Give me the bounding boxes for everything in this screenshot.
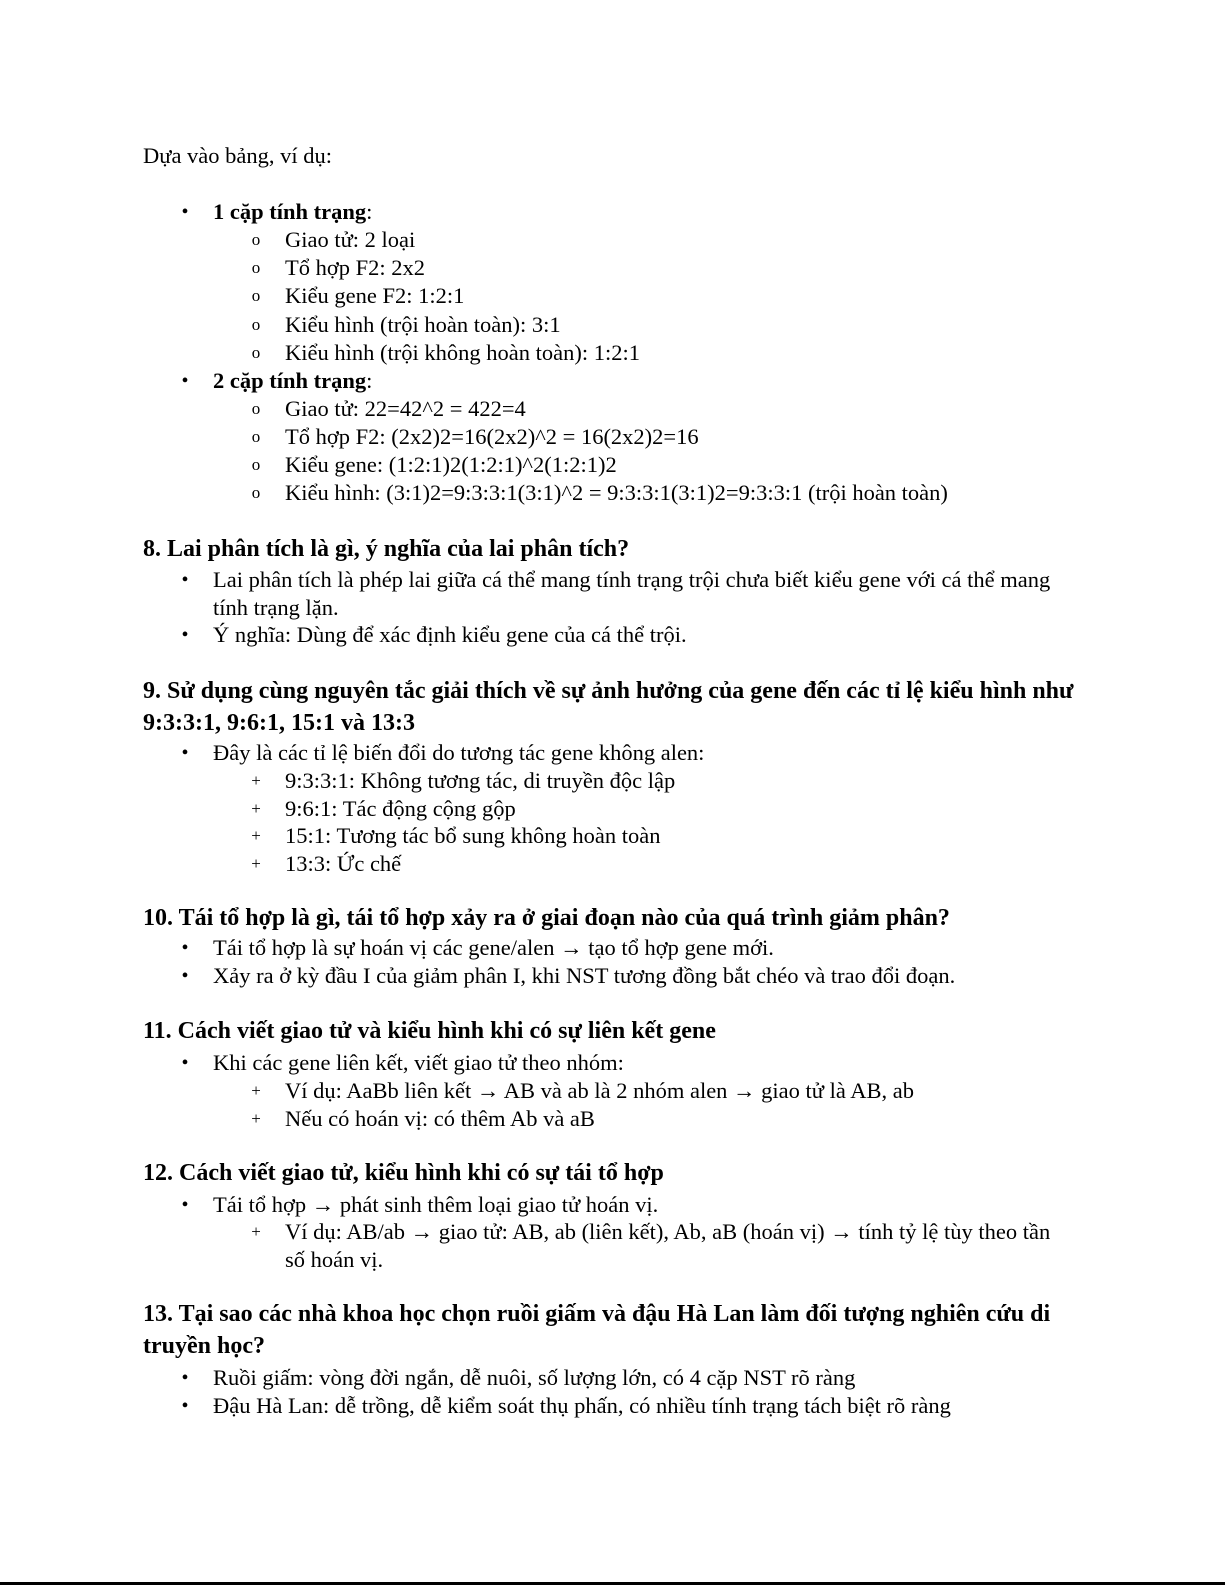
bullet-icon: • bbox=[181, 569, 189, 591]
circle-bullet-icon: o bbox=[251, 230, 261, 249]
plus-icon: + bbox=[251, 1081, 261, 1100]
plus-icon: + bbox=[251, 826, 261, 845]
circle-bullet-icon: o bbox=[251, 399, 261, 418]
section-heading: 11. Cách viết giao tử và kiểu hình khi có sự liên kết gene bbox=[143, 1018, 716, 1044]
document-page: Dựa vào bảng, ví dụ: • 1 cặp tính trạng: o Giao tử: 2 loại o Tổ hợp F2: 2x2 o Kiểu gene F2: 1:2:1 o Kiểu hình (trội hoàn toàn): 3:1 o Kiểu hình (trội không hoàn toàn): 1:2:1 • 2 cặp tính trạng: o Giao tử: 22=42^2 = 422=4 o Tổ hợp F2: (2x2)2=16(2x2)^2 = 16(2x2)2=16 o Kiểu gene: (1:2:1)2(1:2:1)^2(1:2:1)2 o Kiểu hình: (3:1)2=9:3:3:1(3:1)^2 = 9:3:3:1(3:1)2=9:3:3:1 (trội hoàn toàn) 8. Lai phân tích là gì, ý nghĩa của lai phân tích? • Lai phân tích là phép lai giữa cá thể mang tính trạng trội chưa biết kiểu gene với cá thể mang tính trạng lặn. • Ý nghĩa: Dùng để xác định kiểu gene của cá thể trội. 9. Sử dụng cùng nguyên tắc giải thích về sự ảnh hưởng của gene đến các tỉ lệ kiểu hình như 9:3:3:1, 9:6:1, 15:1 và 13:3 • Đây là các tỉ lệ biến đổi do tương tác gene không alen: + 9:3:3:1: Không tương tác, di truyền độc lập + 9:6:1: Tác động cộng gộp + 15:1: Tương tác bổ sung không hoàn toàn + 13:3: Ức chế 10. Tái tổ hợp là gì, tái tổ hợp xảy ra ở giai đoạn nào của quá trình giảm phân? • Tái tổ hợp là sự hoán vị các gene/alen → tạo tổ hợp gene mới. • Xảy ra ở kỳ đầu I của giảm phân I, khi NST tương đồng bắt chéo và trao đổi đoạn. 11. Cách viết giao tử và kiểu hình khi có sự liên kết gene • Khi các gene liên kết, viết giao tử theo nhóm: + Ví dụ: AaBb liên kết → AB và ab là 2 nhóm alen → giao tử là AB, ab + Nếu có hoán vị: có thêm Ab và aB 12. Cách viết giao tử, kiểu hình khi có sự tái tổ hợp • Tái tổ hợp → phát sinh thêm loại giao tử hoán vị. + Ví dụ: AB/ab → giao tử: AB, ab (liên kết), Ab, aB (hoán vị) → tính tỷ lệ tùy theo tần số hoán vị. 13. Tại sao các nhà khoa học chọn ruồi giấm và đậu Hà Lan làm đối tượng nghiên cứu di truyền học? • Ruồi giấm: vòng đời ngắn, dễ nuôi, số lượng lớn, có 4 cặp NST rõ ràng • Đậu Hà Lan: dễ trồng, dễ kiểm soát thụ phấn, có nhiều tính trạng tách biệt rõ ràng bbox=[0, 0, 1225, 1585]
section-heading: 10. Tái tổ hợp là gì, tái tổ hợp xảy ra ở giai đoạn nào của quá trình giảm phân? bbox=[143, 905, 950, 931]
circle-bullet-icon: o bbox=[251, 315, 261, 334]
bullet-icon: • bbox=[181, 1395, 189, 1417]
list-item-title: 2 cặp tính trạng bbox=[213, 368, 367, 393]
bullet-icon: • bbox=[181, 742, 189, 764]
circle-bullet-icon: o bbox=[251, 343, 261, 362]
list-item-title: 1 cặp tính trạng bbox=[213, 199, 367, 224]
intro-text: Dựa vào bảng, ví dụ: bbox=[143, 143, 333, 168]
section-heading: 12. Cách viết giao tử, kiểu hình khi có sự tái tổ hợp bbox=[143, 1160, 664, 1186]
bullet-icon: • bbox=[181, 1367, 189, 1389]
circle-bullet-icon: o bbox=[251, 286, 261, 305]
plus-icon: + bbox=[251, 771, 261, 790]
circle-bullet-icon: o bbox=[251, 258, 261, 277]
bullet-icon: • bbox=[181, 937, 189, 959]
bullet-icon: • bbox=[181, 370, 189, 392]
circle-bullet-icon: o bbox=[251, 483, 261, 502]
section-heading: 8. Lai phân tích là gì, ý nghĩa của lai phân tích? bbox=[143, 536, 630, 562]
bullet-icon: • bbox=[181, 965, 189, 987]
bullet-icon: • bbox=[181, 201, 189, 223]
bullet-icon: • bbox=[181, 1052, 189, 1074]
bullet-icon: • bbox=[181, 624, 189, 646]
plus-icon: + bbox=[251, 854, 261, 873]
plus-icon: + bbox=[251, 799, 261, 818]
plus-icon: + bbox=[251, 1109, 261, 1128]
circle-bullet-icon: o bbox=[251, 427, 261, 446]
plus-icon: + bbox=[251, 1222, 261, 1241]
section-heading: 13. Tại sao các nhà khoa học chọn ruồi giấm và đậu Hà Lan làm đối tượng nghiên cứu di truyền học? bbox=[143, 1301, 1051, 1359]
section-heading: 9. Sử dụng cùng nguyên tắc giải thích về sự ảnh hưởng của gene đến các tỉ lệ kiểu hình như 9:3:3:1, 9:6:1, 15:1 và 13:3 bbox=[143, 678, 1074, 736]
circle-bullet-icon: o bbox=[251, 455, 261, 474]
bullet-icon: • bbox=[181, 1194, 189, 1216]
